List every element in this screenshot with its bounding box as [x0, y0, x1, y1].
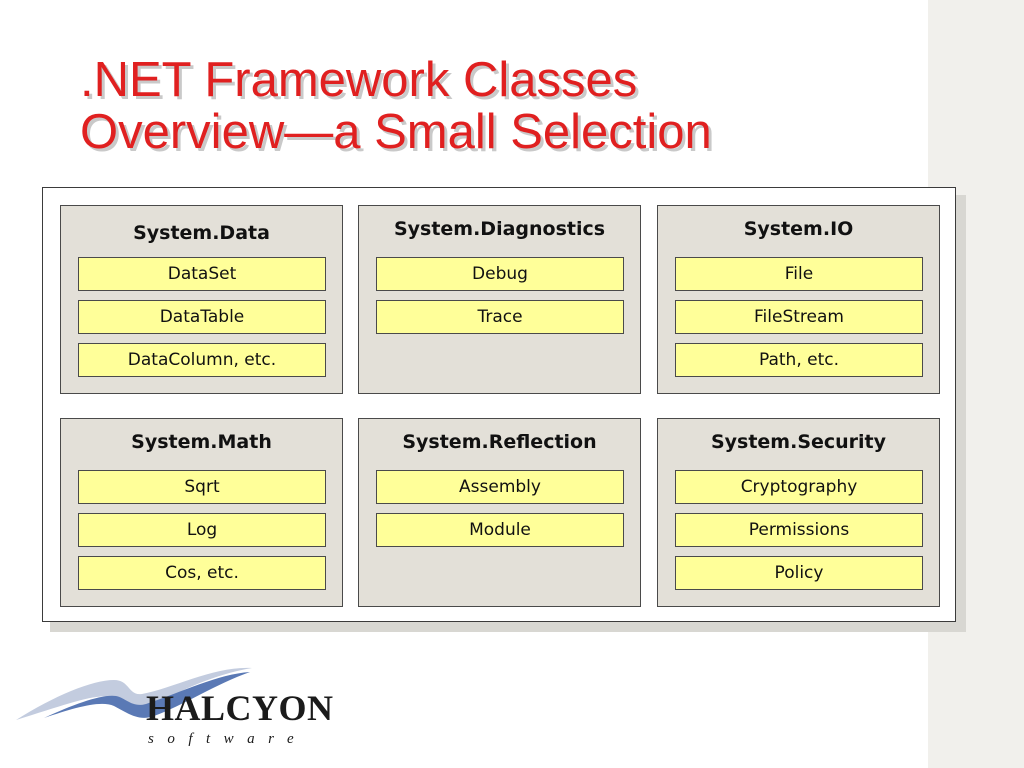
- class-box: Policy: [675, 556, 923, 590]
- namespace-title: System.Diagnostics: [393, 218, 606, 240]
- namespace-box-system-data: [60, 205, 343, 394]
- namespace-box-system-reflection: [358, 418, 641, 607]
- class-box: File: [675, 257, 923, 291]
- class-box: DataTable: [78, 300, 326, 334]
- class-box: FileStream: [675, 300, 923, 334]
- namespace-title: System.Reflection: [402, 431, 597, 453]
- namespace-box-system-io: [657, 205, 940, 394]
- namespace-title: System.Security: [710, 431, 887, 453]
- namespace-title: System.Data: [133, 222, 270, 244]
- class-box: Permissions: [675, 513, 923, 547]
- class-box: Cos, etc.: [78, 556, 326, 590]
- class-box: Module: [376, 513, 624, 547]
- namespace-box-system-math: [60, 418, 343, 607]
- class-box: Debug: [376, 257, 624, 291]
- class-box: Sqrt: [78, 470, 326, 504]
- class-box: Cryptography: [675, 470, 923, 504]
- diagram-panel: [42, 187, 956, 622]
- slide-title: [80, 54, 920, 158]
- logo-wordmark: HALCYON: [146, 688, 334, 728]
- logo-tagline: software: [148, 731, 308, 747]
- class-box: Log: [78, 513, 326, 547]
- namespace-title: System.Math: [131, 431, 272, 453]
- class-box: Trace: [376, 300, 624, 334]
- halcyon-logo: [14, 660, 334, 750]
- slide-title-line-2: Overview—a Small Selection: [80, 105, 712, 159]
- namespace-title: System.IO: [743, 218, 854, 240]
- slide-title-line-1: .NET Framework Classes: [80, 53, 638, 107]
- class-box: Path, etc.: [675, 343, 923, 377]
- class-box: Assembly: [376, 470, 624, 504]
- class-box: DataSet: [78, 257, 326, 291]
- namespace-box-system-diagnostics: [358, 205, 641, 394]
- namespace-box-system-security: [657, 418, 940, 607]
- class-box: DataColumn, etc.: [78, 343, 326, 377]
